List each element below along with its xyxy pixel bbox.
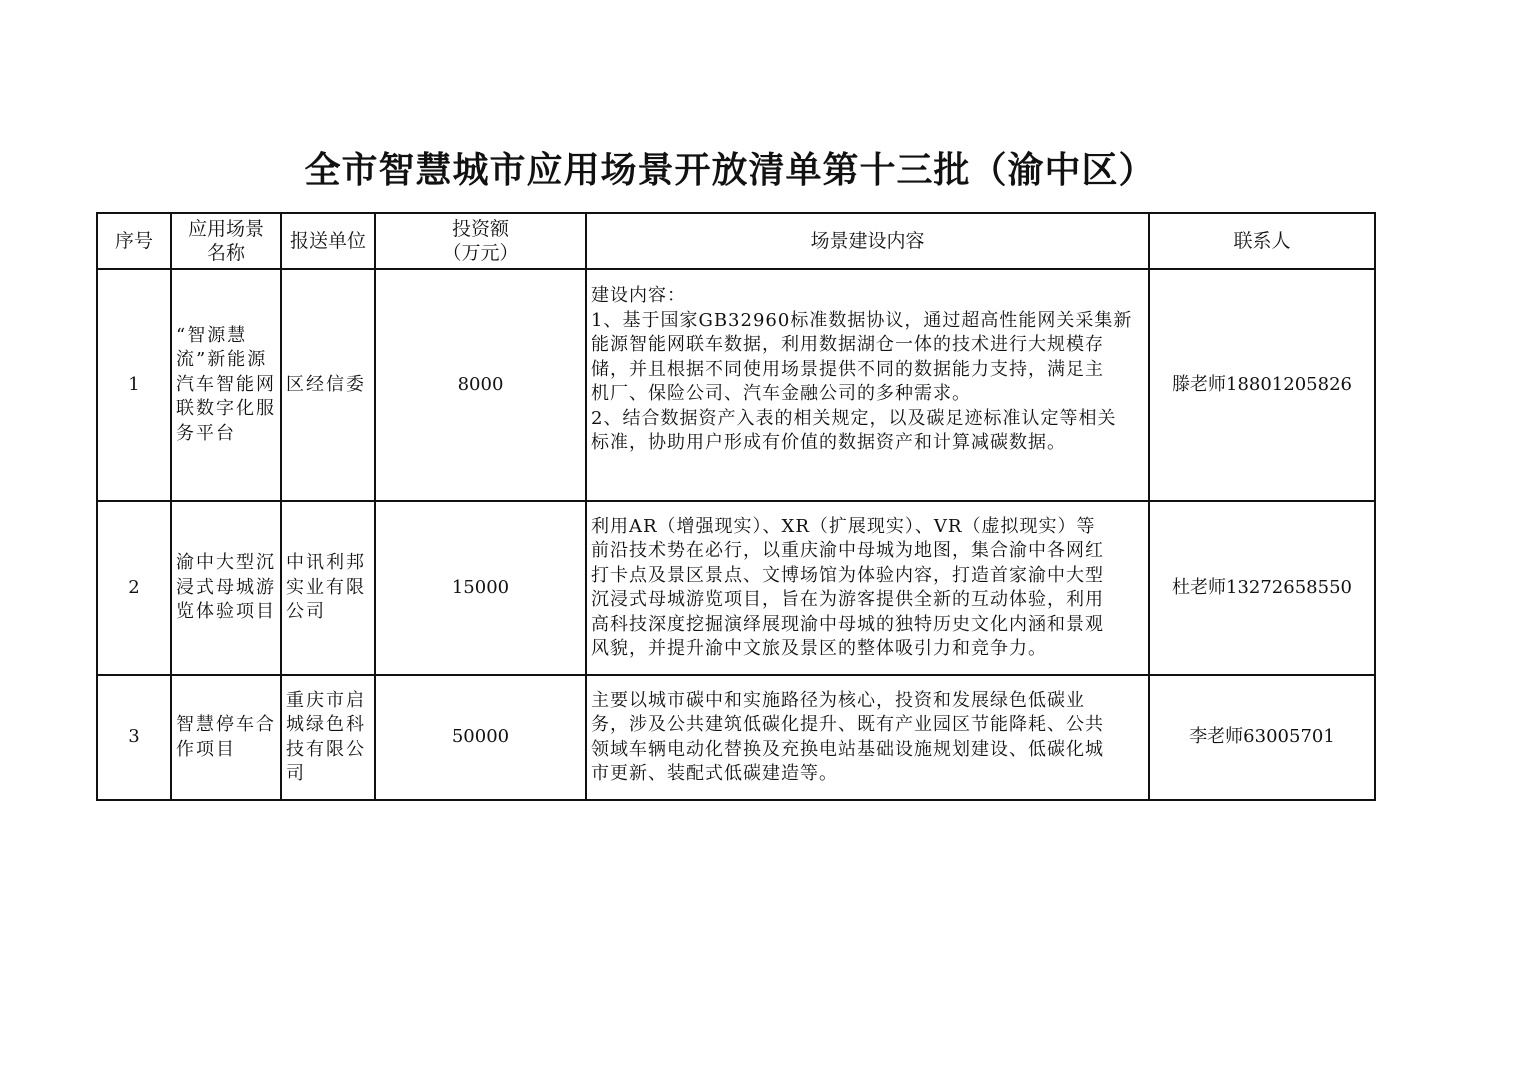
table-row [97, 501, 1375, 675]
content-line: 前沿技术势在必行，以重庆渝中母城为地图，集合渝中各网红 [591, 540, 1104, 561]
document-title: 全市智慧城市应用场景开放清单第十三批（渝中区） [304, 150, 1156, 191]
row-investment: 50000 [375, 675, 586, 800]
row-scenario-name: “智源慧流”新能源汽车智能网联数字化服务平台 [171, 269, 281, 501]
content-line: 高科技深度挖掘演绎展现渝中母城的独特历史文化内涵和景观 [591, 613, 1104, 635]
header-investment-line2: （万元） [442, 242, 519, 264]
row-index: 2 [97, 501, 171, 675]
row-scenario-name: 渝中大型沉浸式母城游览体验项目 [171, 501, 281, 675]
header-content: 场景建设内容 [586, 213, 1149, 269]
row-investment: 8000 [375, 269, 586, 501]
table-header-row [97, 213, 1375, 269]
content-line: 沉浸式母城游览项目，旨在为游客提供全新的互动体验，利用 [591, 589, 1104, 610]
table-row [97, 675, 1375, 800]
scenario-table [96, 212, 1376, 801]
row-content [586, 501, 1149, 675]
header-contact: 联系人 [1149, 213, 1375, 269]
content-line: 建设内容： [591, 285, 686, 306]
header-unit: 报送单位 [281, 213, 375, 269]
header-investment-line1: 投资额 [451, 218, 509, 240]
header-name [171, 213, 281, 269]
header-investment [375, 213, 586, 269]
row-scenario-name: 智慧停车合作项目 [171, 675, 281, 800]
content-line: 储，并且根据不同使用场景提供不同的数据能力支持，满足主 [591, 358, 1104, 380]
header-index: 序号 [97, 213, 171, 269]
row-contact: 李老师63005701 [1149, 675, 1375, 800]
row-content [586, 675, 1149, 800]
header-name-line1: 应用场景 [187, 218, 264, 240]
row-content [586, 269, 1149, 501]
content-line: 能源智能网联车数据，利用数据湖仓一体的技术进行大规模存 [591, 334, 1104, 355]
content-line: 务，涉及公共建筑低碳化提升、既有产业园区节能降耗、公共 [591, 714, 1104, 735]
content-line: 领域车辆电动化替换及充换电站基础设施规划建设、低碳化城 [591, 738, 1104, 760]
content-line: 风貌，并提升渝中文旅及景区的整体吸引力和竞争力。 [591, 638, 1047, 659]
content-line: 2、结合数据资产入表的相关规定，以及碳足迹标准认定等相关 [591, 407, 1117, 429]
row-index: 1 [97, 269, 171, 501]
table-row [97, 269, 1375, 501]
header-name-line2: 名称 [206, 242, 245, 264]
content-line: 1、基于国家GB32960标准数据协议，通过超高性能网关采集新 [591, 309, 1133, 331]
row-index: 3 [97, 675, 171, 800]
content-line: 打卡点及景区景点、文博场馆为体验内容，打造首家渝中大型 [591, 564, 1104, 586]
content-line: 市更新、装配式低碳建造等。 [591, 763, 838, 784]
content-line: 标准，协助用户形成有价值的数据资产和计算减碳数据。 [591, 432, 1066, 453]
content-line: 利用AR（增强现实）、XR（扩展现实）、VR（虚拟现实）等 [591, 515, 1096, 537]
content-line: 主要以城市碳中和实施路径为核心，投资和发展绿色低碳业 [591, 689, 1085, 711]
row-unit: 区经信委 [281, 269, 375, 501]
row-investment: 15000 [375, 501, 586, 675]
row-contact: 滕老师18801205826 [1149, 269, 1375, 501]
row-contact: 杜老师13272658550 [1149, 501, 1375, 675]
content-line: 机厂、保险公司、汽车金融公司的多种需求。 [591, 383, 971, 404]
row-unit: 重庆市启城绿色科技有限公司 [281, 675, 375, 800]
row-unit: 中讯利邦实业有限公司 [281, 501, 375, 675]
